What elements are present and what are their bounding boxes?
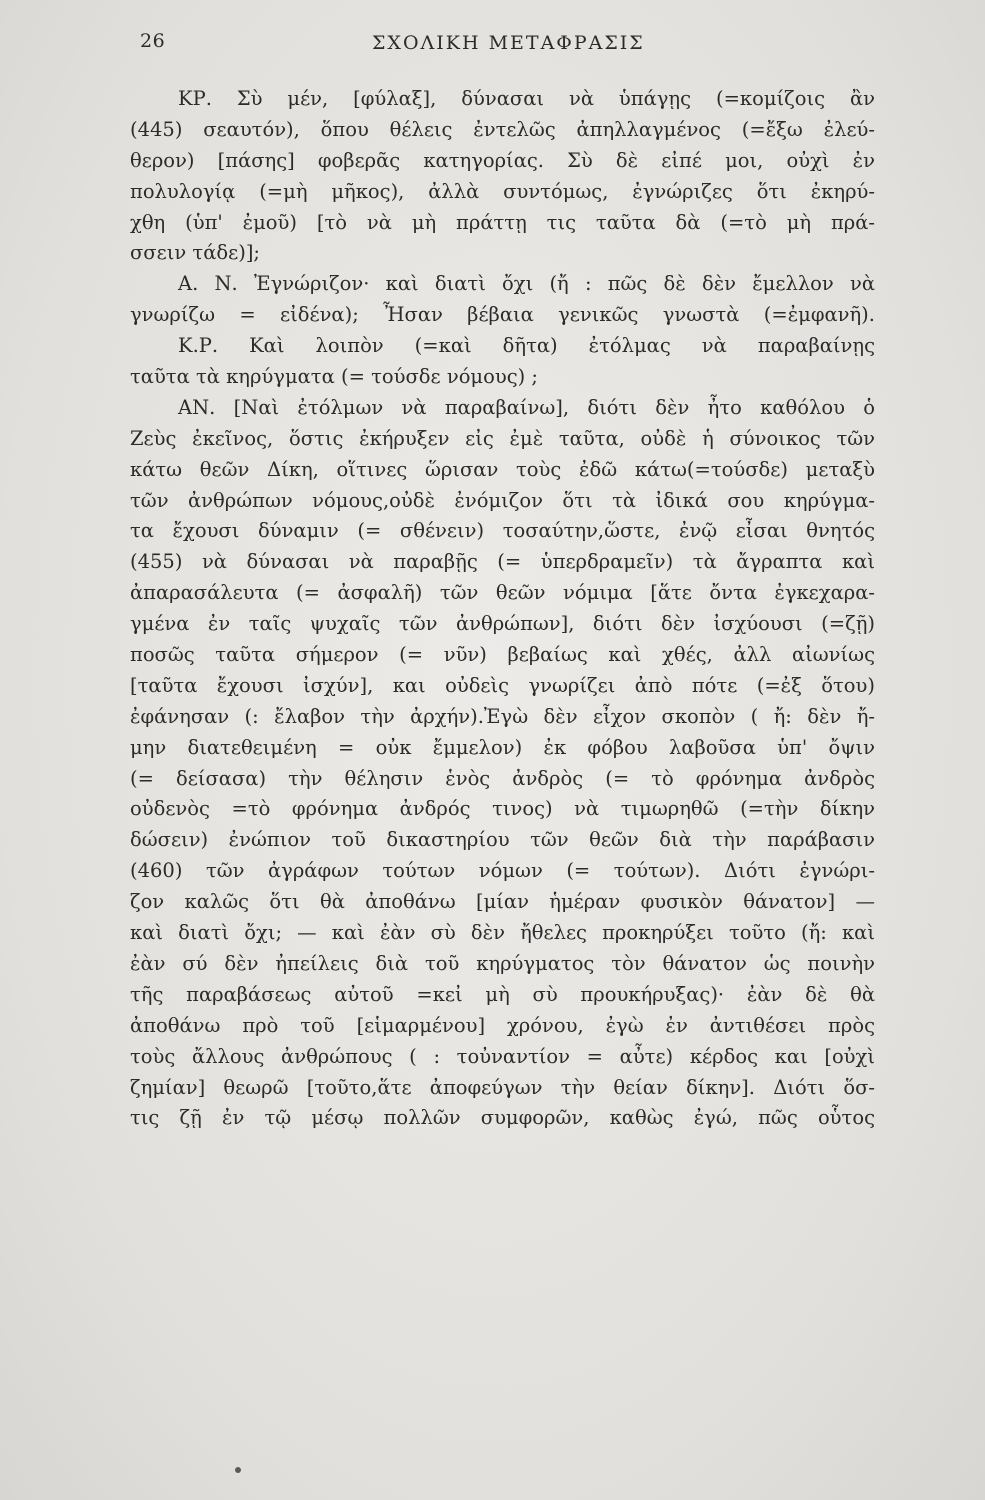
text-line: τα ἔχουσι δύναμιν (= σθένειν) τοσαύτην,ὥστε, ἐνῷ εἶσαι θνητός [130,519,875,543]
text-line: ζον καλῶς ὅτι θὰ ἀποθάνω [μίαν ἡμέραν φυσικὸν θάνατον] — [130,890,875,914]
text-line: τις ζῇ ἐν τῷ μέσῳ πολλῶν συμφορῶν, καθὼς ἐγώ, πῶς οὗτος [130,1106,875,1130]
text-line: ποσῶς ταῦτα σήμερον (= νῦν) βεβαίως καὶ χθές, ἀλλ αἰωνίως [130,643,875,667]
running-title: ΣΧΟΛΙΚΗ ΜΕΤΑΦΡΑΣΙΣ [372,32,645,54]
text-line: ἀποθάνω πρὸ τοῦ [εἱμαρμένου] χρόνου, ἐγὼ ἐν ἀντιθέσει πρὸς [130,1013,875,1037]
text-line: χθη (ὑπ' ἐμοῦ) [τὸ νὰ μὴ πράττῃ τις ταῦτα δὰ (=τὸ μὴ πρά- [130,210,875,234]
page-number: 26 [140,30,166,52]
text-line: (445) σεαυτόν), ὅπου θέλεις ἐντελῶς ἀπηλλαγμένος (=ἔξω ἐλεύ- [130,117,875,141]
text-line: Κ.Ρ. Καὶ λοιπὸν (=καὶ δῆτα) ἐτόλμας νὰ παραβαίνῃς [178,334,875,358]
text-line: τοὺς ἄλλους ἀνθρώπους ( : τοὐναντίον = αὖτε) κέρδος και [οὐχὶ [130,1044,875,1068]
text-line: ΚΡ. Σὺ μέν, [φύλαξ], δύνασαι νὰ ὑπάγῃς (=κομίζοις ἂν [178,87,875,110]
text-line: Α. Ν. Ἐγνώριζον· καὶ διατὶ ὄχι (ἤ : πῶς δὲ δὲν ἔμελλον νὰ [178,272,875,296]
page-header [0,30,985,62]
text-line: ζημίαν] θεωρῶ [τοῦτο,ἅτε ἀποφεύγων τὴν θείαν δίκην]. Διότι ὅσ- [130,1075,875,1099]
text-line: μην διατεθειμένη = οὐκ ἔμμελον) ἐκ φόβου λαβοῦσα ὑπ' ὄψιν [130,735,875,759]
text-line: γνωρίζω = εἰδένα); Ἦσαν βέβαια γενικῶς γνωστὰ (=ἐμφανῆ). [130,303,875,327]
text-line: τῆς παραβάσεως αὐτοῦ =κεἰ μὴ σὺ προυκήρυξας)· ἐὰν δὲ θὰ [130,982,875,1006]
text-line: (460) τῶν ἀγράφων τούτων νόμων (= τούτων). Διότι ἐγνώρι- [130,859,875,883]
text-line: (455) νὰ δύνασαι νὰ παραβῇς (= ὑπερδραμεῖν) τὰ ἄγραπτα καὶ [130,550,875,574]
text-line: Ζεὺς ἐκεῖνος, ὅστις ἐκήρυξεν εἰς ἐμὲ ταῦτα, οὐδὲ ἡ σύνοικος τῶν [130,426,875,450]
body-text [130,84,875,1134]
text-line: πολυλογίᾳ (=μὴ μῆκος), ἀλλὰ συντόμως, ἐγνώριζες ὅτι ἐκηρύ- [130,179,875,203]
text-line: ταῦτα τὰ κηρύγματα (= τούσδε νόμους) ; [130,365,538,389]
text-line: δώσειν) ἐνώπιον τοῦ δικαστηρίου τῶν θεῶν διὰ τὴν παράβασιν [130,828,875,852]
text-line: τῶν ἀνθρώπων νόμους,οὐδὲ ἐνόμιζον ὅτι τὰ ἰδικά σου κηρύγμα- [130,488,875,512]
text-line: καὶ διατὶ ὄχι; — καὶ ἐὰν σὺ δὲν ἤθελες προκηρύξει τοῦτο (ἤ: καὶ [130,921,875,945]
text-line: θερον) [πάσης] φοβερᾶς κατηγορίας. Σὺ δὲ εἰπέ μοι, οὐχὶ ἐν [130,148,875,172]
text-line: σσειν τάδε)]; [130,241,261,265]
text-line: ἐφάνησαν (: ἔλαβον τὴν ἀρχήν).Ἐγὼ δὲν εἶχον σκοπὸν ( ἤ: δὲν ἤ- [130,704,875,728]
text-line: [ταῦτα ἔχουσι ἰσχύν], και οὐδεὶς γνωρίζει ἀπὸ πότε (=ἐξ ὅτου) [130,673,875,697]
text-line: ΑΝ. [Ναὶ ἐτόλμων νὰ παραβαίνω], διότι δὲν ἦτο καθόλου ὁ [178,395,875,419]
text-line: γμένα ἐν ταῖς ψυχαῖς τῶν ἀνθρώπων], διότι δὲν ἰσχύουσι (=ζῇ) [130,612,875,636]
text-line: κάτω θεῶν Δίκη, οἵτινες ὥρισαν τοὺς ἐδῶ κάτω(=τούσδε) μεταξὺ [130,457,875,481]
text-line: ἀπαρασάλευτα (= ἀσφαλῆ) τῶν θεῶν νόμιμα [ἅτε ὄντα ἐγκεχαρα- [130,581,875,605]
ink-speck-mark [235,1467,241,1473]
text-line: (= δείσασα) τὴν θέλησιν ἑνὸς ἀνδρὸς (= τὸ φρόνημα ἀνδρὸς [130,766,875,790]
text-line: ἐὰν σύ δὲν ἠπείλεις διὰ τοῦ κηρύγματος τὸν θάνατον ὡς ποινὴν [130,951,875,975]
text-line: οὐδενὸς =τὸ φρόνημα ἀνδρός τινος) νὰ τιμωρηθῶ (=τὴν δίκην [130,797,875,821]
